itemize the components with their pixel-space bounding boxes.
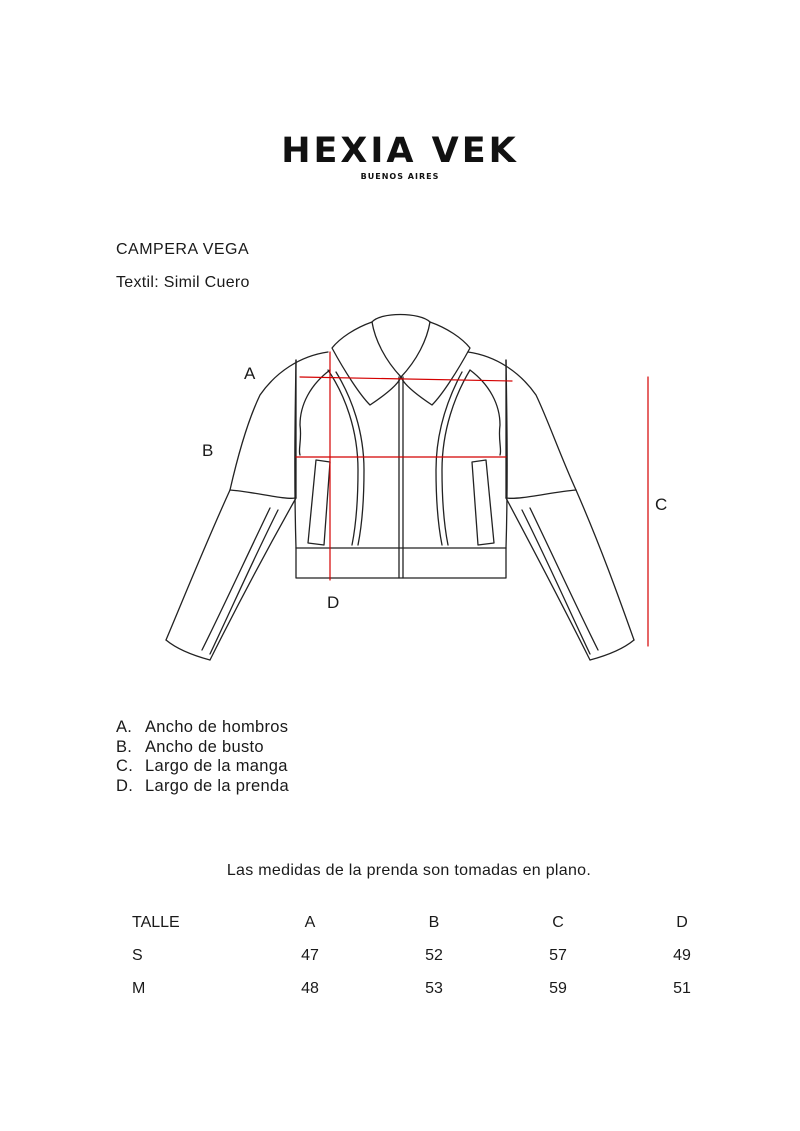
product-title: CAMPERA VEGA [116,241,250,258]
brand-logo: HEXIA VEK [281,131,519,171]
measurement-legend [116,718,289,796]
size-table [128,906,704,1005]
legend-item: A. Ancho de hombros [116,718,289,736]
table-row: S 47 52 57 49 [132,946,691,964]
product-textile: Textil: Simil Cuero [116,274,250,291]
diagram-label-b: B [202,441,214,460]
measurement-note: Las medidas de la prenda son tomadas en plano. [226,862,592,879]
jacket-outline [166,315,634,661]
table-header-row: TALLE A B C D [132,913,688,931]
legend-item: D. Largo de la prenda [116,776,289,795]
jacket-technical-drawing [0,300,800,680]
table-row: M 48 53 59 51 [132,979,691,997]
legend-item: C. Largo de la manga [116,757,288,775]
brand-header [0,132,800,181]
diagram-label-c: C [655,495,668,514]
diagram-label-d: D [327,593,340,612]
diagram-label-a: A [244,364,256,383]
brand-subtitle: BUENOS AIRES [360,172,440,181]
legend-item: B. Ancho de busto [116,737,264,756]
